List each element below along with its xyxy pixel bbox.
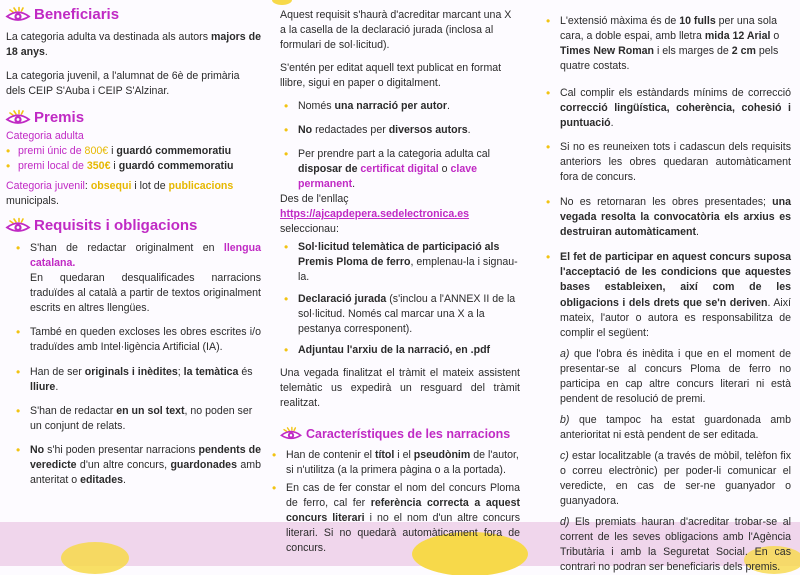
list-item (546, 86, 791, 131)
text-bold: guardó commemoratiu (116, 145, 232, 158)
text: i lot de (131, 180, 169, 193)
text: . Així mateix, l'autor o autora es responsabilitza de complir el següent: (560, 296, 791, 339)
text: estar localitzable (a través de mòbil, telèfon fix o correu electrònic) per poder-li comunicar el veredicte, en cas de ser-ne guanyador o guanyadora. (560, 449, 791, 507)
text: . (446, 100, 450, 113)
text: , no poden ser un conjunt de relats. (30, 404, 253, 432)
paragraph (6, 179, 261, 209)
list-item (284, 343, 520, 358)
text-bold: guardonades (170, 458, 237, 471)
paragraph: Aquest requisit s'haurà d'acreditar marcant una X a la casella de la declaració jurada (inclosa al formulari de sol·licitud). (280, 9, 512, 52)
category-label: Categoria adulta (6, 130, 84, 143)
text: S'han de redactar (30, 404, 117, 417)
text-bold: Times New Roman (560, 45, 654, 58)
bullet-icon: • (16, 403, 21, 418)
bullet-icon: • (16, 442, 21, 457)
text-bold: una narració per autor (334, 100, 447, 113)
text: L'extensió màxima és de (560, 15, 680, 27)
text: pels quatre costats. (560, 45, 779, 73)
text: que tampoc ha estat guardonada amb anterioritat ni està pendent de ser editada. (560, 413, 791, 441)
text-amount: 800€ (84, 145, 109, 158)
text-bold: obsequi (90, 180, 132, 193)
paragraph: La categoria juvenil, a l'alumnat de 6è de primària dels CEIP S'Auba i CEIP S'Alzinar. (6, 70, 240, 98)
text: : (84, 180, 91, 193)
text-bold: El fet de participar en aquest concurs suposa l'acceptació de les condicions que aquestes bases estableixen, així com de les obligacions i dels drets que se'n deriven (560, 251, 791, 309)
list-item (284, 123, 520, 138)
bullet-icon: • (284, 99, 289, 114)
list-item (16, 443, 261, 488)
list-item (16, 241, 261, 316)
text: Per prendre part a la categoria adulta cal (298, 148, 490, 161)
list-item (284, 240, 520, 285)
text-bold: pseudònim (413, 448, 471, 461)
condition-letter: a) (560, 347, 570, 360)
text: premi únic de (18, 145, 85, 158)
sede-electronica-link[interactable]: https://ajcapdepera.sedelectronica.es (280, 208, 469, 221)
bullet-icon: • (546, 250, 551, 265)
bullet-icon: • (546, 86, 551, 101)
eye-icon (6, 7, 30, 23)
text-bold: pendents de veredicte (30, 443, 261, 471)
text-bold: Adjuntau l'arxiu de la narració, en .pdf (298, 343, 491, 356)
text: També en queden excloses les obres escrites i/o traduïdes amb Intel·ligència Artificial (IA). (30, 326, 261, 354)
condition-letter: c) (560, 449, 569, 462)
text: premi local de (18, 160, 87, 173)
bullet-icon: • (16, 325, 21, 340)
text-bold: guardó commemoratiu (118, 160, 234, 173)
bullet-icon: • (6, 159, 11, 174)
text-bold: disposar de (298, 163, 361, 176)
text: S'han de redactar originalment en (30, 242, 224, 255)
bullet-icon: • (284, 342, 289, 357)
text: Només (298, 100, 335, 113)
condition-letter: b) (560, 413, 570, 426)
list-item (546, 250, 791, 340)
column-right (546, 0, 791, 575)
text-amount: 350€ (86, 160, 111, 173)
eye-icon (6, 110, 30, 126)
text: La categoria adulta va destinada als autors (6, 31, 211, 43)
condition-item (546, 515, 791, 575)
text: , emplenau-la i signau-la. (298, 256, 518, 284)
text: per una sola cara, a doble espai, amb lletra (560, 15, 777, 43)
bullet-icon: • (272, 480, 277, 495)
text: . (44, 46, 48, 59)
text: redactades per (312, 124, 389, 137)
text-bold: referència correcta a aquest concurs literari (286, 496, 520, 524)
list-item (16, 325, 261, 355)
text: . (610, 117, 614, 130)
column-middle (272, 0, 520, 556)
bullet-icon: • (284, 291, 289, 306)
text: Des de l'enllaç (280, 193, 349, 206)
bullet-icon: • (16, 364, 21, 379)
text: o (770, 30, 780, 43)
text-bold: la temàtica (183, 365, 239, 378)
text-bold: mida 12 Arial (704, 30, 771, 43)
list-item (16, 365, 261, 395)
text: . (352, 178, 356, 191)
heading-text: Beneficiaris (34, 6, 120, 23)
bullet-icon: • (546, 195, 551, 210)
text-bold: No (298, 124, 313, 137)
list-item (6, 159, 261, 174)
text: és (238, 365, 253, 378)
bullet-icon: • (6, 144, 11, 159)
text-bold: una vegada resolta la convocatòria els arxius es destruiran automàticament (560, 196, 791, 239)
text-bold: editades (80, 473, 124, 486)
text-bold: majors de 18 anys (6, 31, 261, 59)
text-bold: lliure (30, 380, 56, 393)
text: ; (177, 365, 184, 378)
text: . (123, 473, 126, 486)
text: Han de contenir el (286, 448, 375, 461)
bullet-icon: • (546, 14, 551, 28)
text-bold: publicacions (168, 180, 234, 193)
heading-premis (6, 109, 261, 127)
list-item (546, 140, 791, 185)
text-bold: diversos autors (388, 124, 468, 137)
text: (s'inclou a l'ANNEX II de la sol·licitud. Només cal marcar una X a la pestanya corresponent). (298, 292, 516, 335)
text-bold: No (30, 443, 45, 456)
text-bold: Sol·licitud telemàtica de participació als Premis Ploma de ferro (298, 241, 500, 269)
text: Categoria juvenil (6, 180, 85, 193)
text: s'hi poden presentar narracions (44, 443, 199, 456)
text: i no el nom d'un altre concurs literari. Si no quedarà automàticament fora de concurs. (286, 511, 520, 554)
text: i (110, 160, 119, 173)
heading-requisits (6, 217, 261, 235)
text: En quedaran desqualificades narracions traduïdes al català a partir de textos originalment escrits en altres llengües. (30, 272, 261, 315)
heading-text: Requisits i obligacions (34, 217, 198, 235)
text: i (108, 145, 117, 158)
paragraph (6, 30, 261, 60)
text: d'un altre concurs, (76, 458, 171, 471)
column-left (6, 0, 261, 488)
text: de l'autor, si n'utilitza (a la primera pàgina o a la portada). (286, 448, 519, 476)
list-item (284, 292, 520, 337)
list-item (6, 144, 261, 159)
text: Han de ser (30, 365, 85, 378)
text-bold: certificat digital (360, 163, 439, 176)
heading-caracteristiques (280, 427, 520, 442)
text: que l'obra és inèdita i que en el moment de presentar-se al concurs Ploma de ferro no participa en cap altre concurs literari ni està pendent de resolució de premi. (560, 347, 791, 405)
text-bold: originals i inèdites (84, 365, 178, 378)
text: amb anteritat o (30, 458, 261, 486)
text-bold: clave permanent (298, 163, 477, 191)
text: i els marges de (654, 45, 732, 58)
bullet-icon: • (284, 147, 289, 162)
condition-item (546, 449, 791, 509)
eye-icon (6, 218, 30, 234)
bullet-icon: • (284, 240, 289, 255)
bullet-icon: • (272, 447, 277, 462)
text-bold: 10 fulls (679, 15, 716, 27)
heading-text: Característiques de les narracions (306, 426, 511, 441)
text: . (55, 380, 59, 393)
text: o (438, 163, 451, 176)
eye-icon (280, 427, 302, 441)
text: Els premiats hauran d'acreditar trobar-se al corrent de les seves obligacions amb l'Agència Tributària i amb la Seguretat Social. En cas contrari no podran ser beneficiaris dels premis. (560, 515, 791, 573)
paragraph: S'entén per editat aquell text publicat en format llibre, sigui en paper o digitalment. (280, 62, 502, 90)
list-item (546, 14, 791, 74)
text-bold: Declaració jurada (298, 292, 387, 305)
text: . (696, 226, 699, 239)
text-bold: correcció lingüística, coherència, cohesió i puntuació (560, 102, 791, 130)
text: En cas de fer constar el nom del concurs Ploma de ferro, cal fer (286, 481, 520, 509)
text: municipals. (6, 195, 59, 208)
list-item (272, 481, 520, 556)
text: Cal complir els estàndards mínims de correcció (560, 87, 791, 100)
text: Si no es reuneixen tots i cadascun dels requisits anteriors les obres quedaran automàticament fora de concurs. (560, 141, 791, 184)
text: i el (394, 448, 414, 461)
text-bold: títol (374, 448, 395, 461)
paragraph (280, 192, 520, 237)
list-item (284, 147, 520, 192)
text-bold: en un sol text (116, 404, 185, 417)
text: No es retornaran les obres presentades; (560, 196, 773, 209)
bullet-icon: • (16, 241, 21, 256)
condition-item (546, 347, 791, 407)
text: seleccionau: (280, 223, 339, 236)
text-bold: llengua catalana. (30, 242, 261, 270)
text-bold: 2 cm (731, 45, 756, 58)
list-item (272, 448, 520, 478)
list-item (16, 404, 261, 434)
text: . (467, 124, 471, 137)
heading-text: Premis (34, 109, 85, 127)
condition-item (546, 413, 791, 443)
paragraph: Una vegada finalitzat el tràmit el mateix assistent telemàtic us expedirà un resguard del tràmit realitzat. (280, 366, 520, 409)
bullet-icon: • (284, 123, 289, 138)
list-item (546, 195, 791, 240)
heading-beneficiaris (6, 6, 261, 24)
bullet-icon: • (546, 140, 551, 155)
list-item (284, 99, 520, 114)
condition-letter: d) (560, 515, 570, 528)
